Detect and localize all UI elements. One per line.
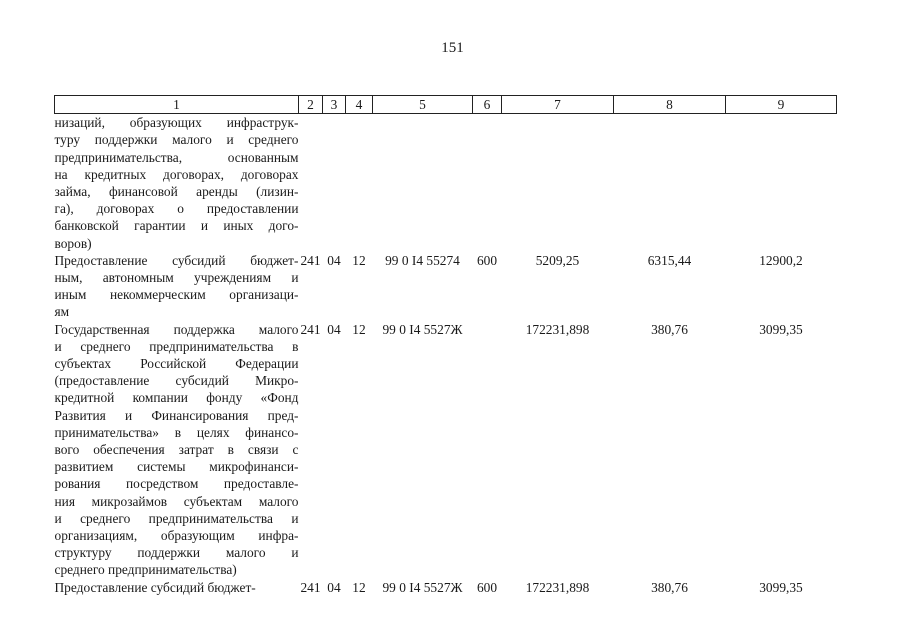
cell-expense-type: 600: [476, 579, 498, 595]
cell-target-article: 99 0 I4 55274: [385, 252, 460, 268]
column-header: 1: [55, 96, 299, 114]
description-line: га), договорах о предоставлении: [54, 201, 299, 217]
description-line: туру поддержки малого и среднего: [54, 132, 299, 148]
cell-grbs: 241: [300, 579, 321, 595]
description-line: ным, автономным учреждениям и: [54, 270, 299, 286]
description-line: банковской гарантии и иных дого-: [54, 218, 299, 234]
description-line: кредитной компании фонду «Фонд: [54, 390, 299, 406]
page-number: 151: [441, 40, 464, 56]
cell-amount-col8: 380,76: [651, 579, 688, 595]
cell-subsection: 12: [352, 579, 366, 595]
cell-target-article: [373, 114, 473, 252]
cell-section: 04: [327, 579, 341, 595]
description-line: ния микрозаймов субъектам малого: [54, 493, 299, 509]
description-line: иным некоммерческим организаци-: [54, 287, 299, 303]
cell-amount-col9: 12900,2: [759, 252, 803, 268]
row-description: [55, 579, 299, 596]
cell-amount-col7: 172231,898: [525, 321, 590, 337]
description-line: вого обеспечения затрат в связи с: [54, 442, 299, 458]
row-description: [55, 321, 299, 579]
description-line: развитием системы микрофинанси-: [54, 459, 299, 475]
description-line: и среднего предпринимательства в: [54, 338, 299, 354]
cell-expense-type: [473, 114, 502, 252]
column-header: 5: [373, 96, 473, 114]
description-line: займа, финансовой аренды (лизин-: [54, 184, 299, 200]
column-header: 8: [614, 96, 726, 114]
description-line: среднего предпринимательства): [54, 562, 237, 578]
description-line: Государственная поддержка малого: [54, 321, 299, 337]
description-line: субъектах Российской Федерации: [54, 356, 299, 372]
cell-amount-col8: 6315,44: [647, 252, 692, 268]
cell-target-article: 99 0 I4 5527Ж: [382, 579, 463, 595]
cell-amount-col8: 380,76: [651, 321, 688, 337]
row-description: [55, 114, 299, 252]
cell-amount-col7: 172231,898: [525, 579, 590, 595]
cell-subsection: [346, 114, 373, 252]
column-header: 7: [502, 96, 614, 114]
cell-section: [323, 114, 346, 252]
description-line: ям: [54, 304, 70, 320]
description-line: Развития и Финансирования пред-: [54, 407, 299, 423]
column-header: 3: [323, 96, 346, 114]
column-header: 4: [346, 96, 373, 114]
description-line: Предоставление субсидий бюджет-: [54, 252, 299, 268]
cell-subsection: 12: [352, 321, 366, 337]
description-line: воров): [54, 235, 92, 251]
cell-target-article: 99 0 I4 5527Ж: [382, 321, 463, 337]
cell-section: 04: [327, 321, 341, 337]
description-line: организациям, образующим инфра-: [54, 528, 299, 544]
description-line: рования посредством предоставле-: [54, 476, 299, 492]
table-row: [55, 252, 837, 321]
description-line: предпринимательства, основанным: [54, 149, 299, 165]
cell-grbs: [299, 114, 323, 252]
description-line: (предоставление субсидий Микро-: [54, 373, 299, 389]
row-description: [55, 252, 299, 321]
cell-grbs: 241: [300, 252, 321, 268]
cell-amount-col9: [726, 114, 837, 252]
budget-table: [54, 95, 837, 596]
description-line: Предоставление субсидий бюджет-: [54, 579, 256, 595]
cell-grbs: 241: [300, 321, 321, 337]
description-line: и среднего предпринимательства и: [54, 510, 299, 526]
table-header-row: [55, 96, 837, 114]
description-line: структуру поддержки малого и: [54, 545, 299, 561]
column-header: 9: [726, 96, 837, 114]
cell-amount-col7: 5209,25: [535, 252, 580, 268]
cell-subsection: 12: [352, 252, 366, 268]
cell-amount-col9: 3099,35: [759, 321, 803, 337]
cell-amount-col7: [502, 114, 614, 252]
description-line: на кредитных договорах, договорах: [54, 166, 299, 182]
cell-expense-type: 600: [476, 252, 498, 268]
description-line: принимательства» в целях финансо-: [54, 424, 299, 440]
column-header: 2: [299, 96, 323, 114]
cell-amount-col9: 3099,35: [759, 579, 803, 595]
description-line: низаций, образующих инфраструк-: [54, 115, 299, 131]
table-row: [55, 114, 837, 252]
table-row: [55, 579, 837, 596]
cell-section: 04: [327, 252, 341, 268]
column-header: 6: [473, 96, 502, 114]
cell-amount-col8: [614, 114, 726, 252]
cell-expense-type: [473, 321, 502, 579]
table-row: [55, 321, 837, 579]
